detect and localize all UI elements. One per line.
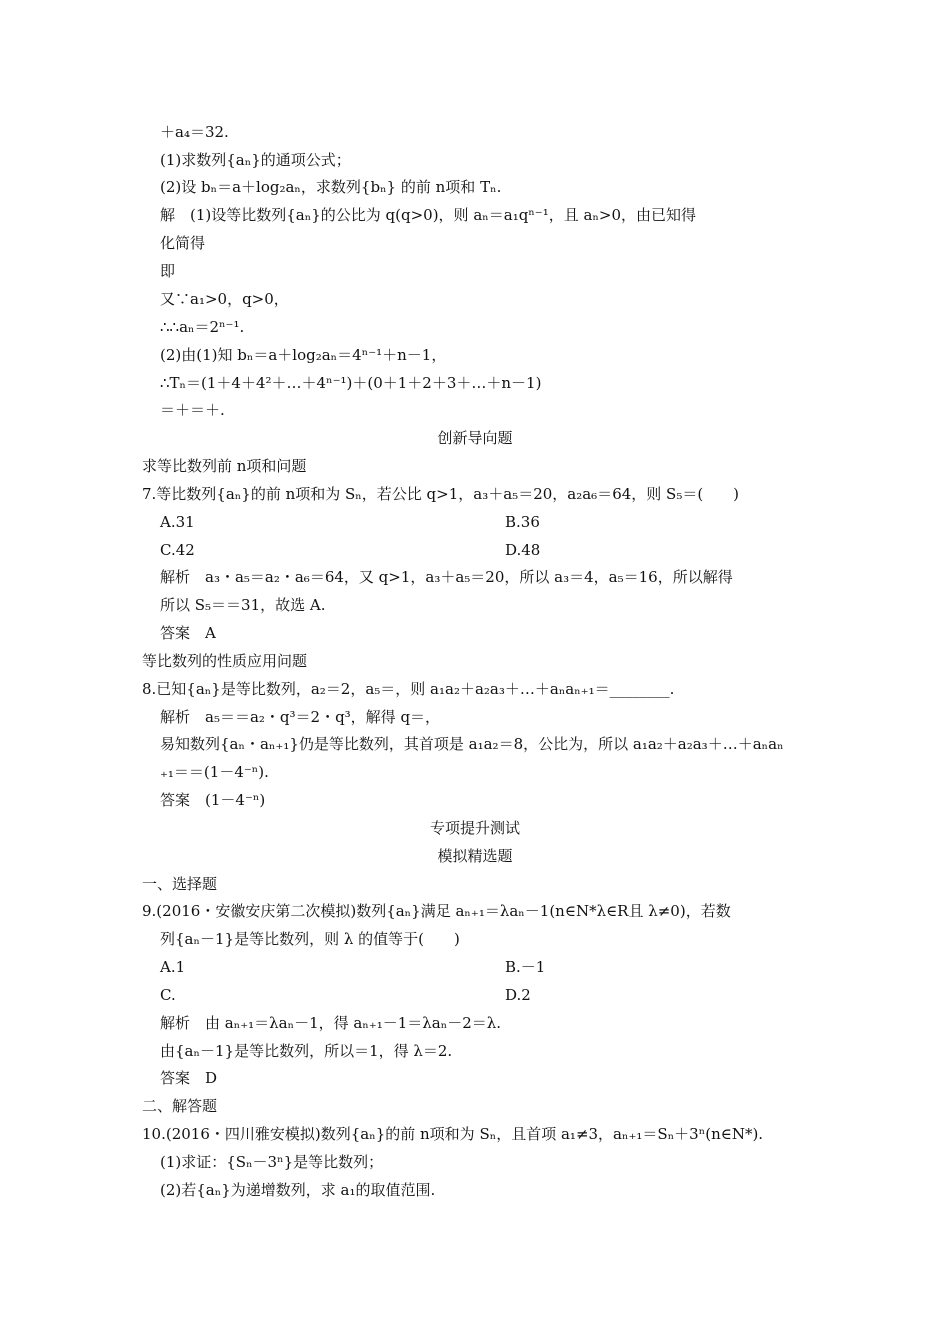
solution-line: ＝＋＝＋. <box>160 401 225 419</box>
question-stem: 9.(2016・安徽安庆第二次模拟)数列{aₙ}满足 aₙ₊₁＝λaₙ－1(n∈N*λ∈R且 λ≠0)，若数 <box>142 902 731 920</box>
question-stem: 7.等比数列{aₙ}的前 n项和为 Sₙ，若公比 q>1，a₃＋a₅＝20，a₂a₆＝64，则 S₅＝( ) <box>142 485 740 503</box>
solution-line: (2)由(1)知 bₙ＝a＋log₂aₙ＝4ⁿ⁻¹＋n－1， <box>160 346 447 364</box>
section-heading: 创新导向题 <box>437 429 513 447</box>
solution-line: 即 <box>160 262 176 280</box>
analysis-line: 由{aₙ－1}是等比数列，所以＝1，得 λ＝2. <box>160 1042 453 1060</box>
analysis-line: 解析 由 aₙ₊₁＝λaₙ－1，得 aₙ₊₁－1＝λaₙ－2＝λ. <box>160 1014 502 1032</box>
analysis-line: 所以 S₅＝＝31，故选 A. <box>160 596 326 614</box>
part-heading: 一、选择题 <box>142 875 218 893</box>
option-d: D.48 <box>505 541 541 559</box>
solution-line: 又∵a₁>0，q>0， <box>160 290 289 308</box>
question-part: (2)设 bₙ＝a＋log₂aₙ，求数列{bₙ} 的前 n项和 Tₙ. <box>160 178 502 196</box>
answer-line: 答案 D <box>160 1069 218 1087</box>
question-part: (1)求数列{aₙ}的通项公式； <box>160 151 351 169</box>
question-part: (1)求证：{Sₙ－3ⁿ}是等比数列； <box>160 1153 384 1171</box>
solution-line: 解 (1)设等比数列{aₙ}的公比为 q(q>0)，则 aₙ＝a₁qⁿ⁻¹，且 aₙ>0，由已知得 <box>160 206 697 224</box>
solution-line: ∴Tₙ＝(1＋4＋4²＋…＋4ⁿ⁻¹)＋(0＋1＋2＋3＋…＋n－1) <box>160 374 542 392</box>
option-a: A.1 <box>160 958 186 976</box>
part-heading: 二、解答题 <box>142 1097 218 1115</box>
solution-line: ∴∴aₙ＝2ⁿ⁻¹. <box>160 318 245 336</box>
answer-line: 答案 (1－4⁻ⁿ) <box>160 791 266 809</box>
option-b: B.－1 <box>505 958 546 976</box>
topic-heading: 求等比数列前 n项和问题 <box>142 457 307 475</box>
solution-line: 化简得 <box>160 234 206 252</box>
option-c: C. <box>160 986 176 1004</box>
question-part: (2)若{aₙ}为递增数列，求 a₁的取值范围. <box>160 1181 436 1199</box>
answer-line: 答案 A <box>160 624 216 642</box>
option-a: A.31 <box>160 513 195 531</box>
option-b: B.36 <box>505 513 540 531</box>
analysis-line: 解析 a₃・a₅＝a₂・a₆＝64，又 q>1，a₃＋a₅＝20，所以 a₃＝4，a₅＝16，所以解得 <box>160 568 733 586</box>
topic-heading: 等比数列的性质应用问题 <box>142 652 308 670</box>
question-stem: 8.已知{aₙ}是等比数列，a₂＝2，a₅＝，则 a₁a₂＋a₂a₃＋…＋aₙaₙ₊₁＝________. <box>142 680 675 698</box>
text-line: ＋a₄＝32. <box>160 123 229 141</box>
option-d: D.2 <box>505 986 531 1004</box>
option-c: C.42 <box>160 541 195 559</box>
section-heading: 专项提升测试 <box>429 819 520 837</box>
question-stem: 10.(2016・四川雅安模拟)数列{aₙ}的前 n项和为 Sₙ，且首项 a₁≠3，aₙ₊₁＝Sₙ＋3ⁿ(n∈N*). <box>142 1125 764 1143</box>
question-stem: 列{aₙ－1}是等比数列，则 λ 的值等于( ) <box>160 930 460 948</box>
analysis-line: 易知数列{aₙ・aₙ₊₁}仍是等比数列，其首项是 a₁a₂＝8，公比为，所以 a₁a₂＋a₂a₃＋…＋aₙaₙ <box>160 735 784 753</box>
section-subheading: 模拟精选题 <box>437 847 513 865</box>
analysis-line: ₊₁＝＝(1－4⁻ⁿ). <box>160 763 269 781</box>
analysis-line: 解析 a₅＝＝a₂・q³＝2・q³，解得 q＝， <box>160 708 441 726</box>
